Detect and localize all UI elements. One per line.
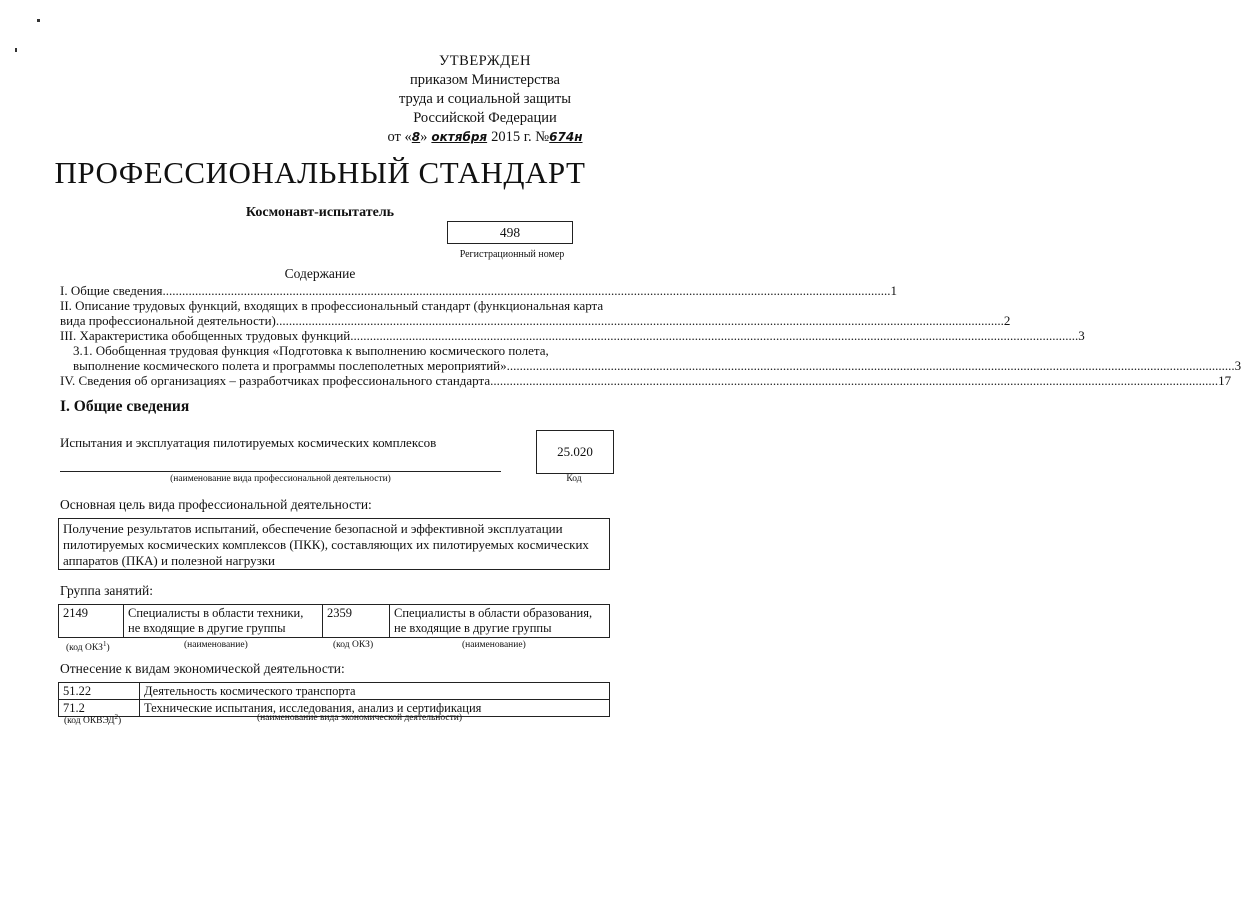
table-row [59, 605, 610, 638]
okz-code-caption: (код ОКЗ$^1$) [66, 640, 110, 654]
activity-code-caption: Код [566, 474, 582, 484]
handwritten-day: 8 [411, 130, 421, 144]
goal-label: Основная цель вида профессиональной деятельности: [60, 497, 372, 512]
toc-item[interactable]: IV. Сведения об организациях – разработчиках профессионального стандарта ..... 17 [60, 373, 608, 388]
toc-heading: Содержание [284, 266, 356, 281]
registration-number-box: 498 [447, 221, 573, 244]
table-row [59, 683, 610, 700]
activity-kind-caption: (наименование вида профессиональной деятельности) [170, 474, 391, 484]
section-heading: I. Общие сведения [60, 398, 190, 415]
approval-title: УТВЕРЖДЕН [439, 53, 531, 69]
profession-name: Космонавт-испытатель [245, 205, 395, 220]
scan-mark [15, 48, 17, 52]
okz-name-caption: (наименование) [184, 640, 248, 650]
toc-item[interactable]: 3.1. Обобщенная трудовая функция «Подготовка к выполнению космического полета, выполнение космического полета и программы послеполетных мероприятий» ..... 3 [60, 343, 608, 373]
okved-label: Отнесение к видам экономической деятельности: [60, 661, 345, 676]
activity-code-box: 25.020 [536, 430, 614, 474]
okz-name-cell: Специалисты в области техники, не входящие в другие группы [124, 605, 323, 638]
document-title: ПРОФЕССИОНАЛЬНЫЙ СТАНДАРТ [54, 155, 586, 190]
handwritten-month: октября [431, 130, 488, 144]
okved-name-cell: Деятельность космического транспорта [140, 683, 610, 700]
approval-date: от «8» октября 2015 г. №674н [387, 129, 583, 145]
occupation-group-label: Группа занятий: [60, 583, 153, 598]
okved-code-cell: 51.22 [59, 683, 140, 700]
okz-code-cell: 2359 [323, 605, 390, 638]
table-of-contents [60, 283, 1241, 388]
occupation-group-table [58, 604, 610, 638]
okz-name-caption: (наименование) [462, 640, 526, 650]
okved-table [58, 682, 610, 717]
toc-item[interactable]: III. Характеристика обобщенных трудовых функций ..... 3 [60, 328, 608, 343]
goal-text-box: Получение результатов испытаний, обеспечение безопасной и эффективной эксплуатации пилотируемых космических комплексов (ПКК), составляющих их пилотируемых космических аппаратов (ПКА) и полезной нагрузки [58, 518, 610, 570]
approval-line: приказом Министерства [410, 72, 560, 88]
handwritten-number: 674н [549, 130, 583, 144]
registration-number-label: Регистрационный номер [459, 249, 565, 260]
okved-name-cell: Технические испытания, исследования, анализ и сертификация [140, 700, 610, 717]
activity-kind: Испытания и эксплуатация пилотируемых космических комплексов [60, 435, 437, 450]
approval-block [360, 52, 610, 147]
toc-item[interactable]: II. Описание трудовых функций, входящих в профессиональный стандарт (функциональная карта вида профессиональной деятельности) ..... 2 [60, 298, 608, 328]
approval-line: Российской Федерации [413, 110, 557, 126]
okz-code-caption: (код ОКЗ) [333, 640, 374, 650]
okz-name-cell: Специалисты в области образования, не входящие в другие группы [390, 605, 610, 638]
scan-mark [37, 19, 40, 22]
toc-item[interactable]: I. Общие сведения ..... 1 [60, 283, 608, 298]
approval-line: труда и социальной защиты [399, 91, 571, 107]
okved-code-cell: 71.2 [59, 700, 140, 717]
okved-name-caption: (наименование вида экономической деятельности) [257, 713, 462, 723]
okved-code-caption: (код ОКВЭД$^2$) [64, 713, 122, 727]
divider [60, 471, 501, 472]
okz-code-cell: 2149 [59, 605, 124, 638]
